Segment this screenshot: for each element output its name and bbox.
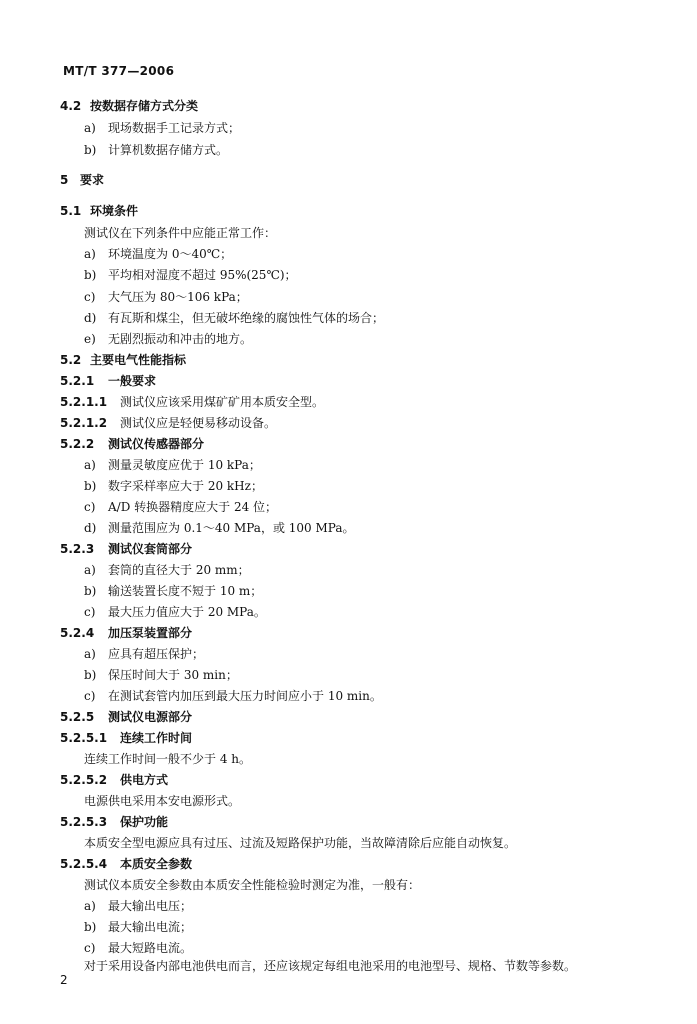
list-item: a) 现场数据手工记录方式； xyxy=(84,121,241,135)
paragraph: 电源供电采用本安电源形式。 xyxy=(84,794,241,808)
heading-5-2-2: 5.2.2 测试仪传感器部分 xyxy=(60,437,205,451)
list-item: c) A/D 转换器精度应大于 24 位； xyxy=(84,500,278,514)
list-item: a) 套筒的直径大于 20 mm； xyxy=(84,563,250,577)
heading-5-2-5: 5.2.5 测试仪电源部分 xyxy=(60,710,193,724)
list-item: b) 最大输出电流； xyxy=(84,920,193,934)
list-item: c) 最大压力值应大于 20 MPa。 xyxy=(84,605,266,619)
list-item: c) 大气压为 80～106 kPa； xyxy=(84,290,248,304)
heading-5-2-3: 5.2.3 测试仪套筒部分 xyxy=(60,542,193,556)
heading-5-2: 5.2 主要电气性能指标 xyxy=(60,353,187,367)
heading-5: 5 要求 xyxy=(60,173,105,187)
list-item: d) 测量范围应为 0.1～40 MPa，或 100 MPa。 xyxy=(84,521,355,535)
list-item: a) 最大输出电压； xyxy=(84,899,193,913)
heading-5-2-5-2: 5.2.5.2 供电方式 xyxy=(60,773,169,787)
clause-5-2-1-2: 5.2.1.2 测试仪应是轻便易移动设备。 xyxy=(60,416,277,430)
paragraph: 对于采用设备内部电池供电而言，还应该规定每组电池采用的电池型号、规格、节数等参数。 xyxy=(84,959,577,973)
heading-5-1: 5.1 环境条件 xyxy=(60,204,139,218)
standard-code: MT/T 377—2006 xyxy=(63,64,175,78)
paragraph: 本质安全型电源应具有过压、过流及短路保护功能，当故障清除后应能自动恢复。 xyxy=(84,836,517,850)
list-item: b) 数字采样率应大于 20 kHz； xyxy=(84,479,263,493)
heading-5-2-4: 5.2.4 加压泵装置部分 xyxy=(60,626,193,640)
paragraph: 测试仪本质安全参数由本质安全性能检验时测定为准，一般有： xyxy=(84,878,421,892)
list-item: d) 有瓦斯和煤尘，但无破坏绝缘的腐蚀性气体的场合； xyxy=(84,311,385,325)
list-item: b) 保压时间大于 30 min； xyxy=(84,668,238,682)
list-item: e) 无剧烈振动和冲击的地方。 xyxy=(84,332,253,346)
paragraph: 连续工作时间一般不少于 4 h。 xyxy=(84,752,251,766)
list-item: c) 最大短路电流。 xyxy=(84,941,193,955)
heading-5-2-5-3: 5.2.5.3 保护功能 xyxy=(60,815,169,829)
list-item: c) 在测试套管内加压到最大压力时间应小于 10 min。 xyxy=(84,689,382,703)
list-item: b) 平均相对湿度不超过 95%(25℃)； xyxy=(84,268,297,282)
heading-5-2-1: 5.2.1 一般要求 xyxy=(60,374,157,388)
list-item: b) 计算机数据存储方式。 xyxy=(84,143,229,157)
list-item: b) 输送装置长度不短于 10 m； xyxy=(84,584,263,598)
heading-4-2: 4.2 按数据存储方式分类 xyxy=(60,99,199,113)
heading-5-2-5-4: 5.2.5.4 本质安全参数 xyxy=(60,857,193,871)
list-item: a) 应具有超压保护； xyxy=(84,647,205,661)
paragraph: 测试仪在下列条件中应能正常工作： xyxy=(84,226,277,240)
page-number: 2 xyxy=(60,973,68,987)
clause-5-2-1-1: 5.2.1.1 测试仪应该采用煤矿矿用本质安全型。 xyxy=(60,395,325,409)
list-item: a) 测量灵敏度应优于 10 kPa； xyxy=(84,458,261,472)
list-item: a) 环境温度为 0～40℃； xyxy=(84,247,233,261)
heading-5-2-5-1: 5.2.5.1 连续工作时间 xyxy=(60,731,193,745)
